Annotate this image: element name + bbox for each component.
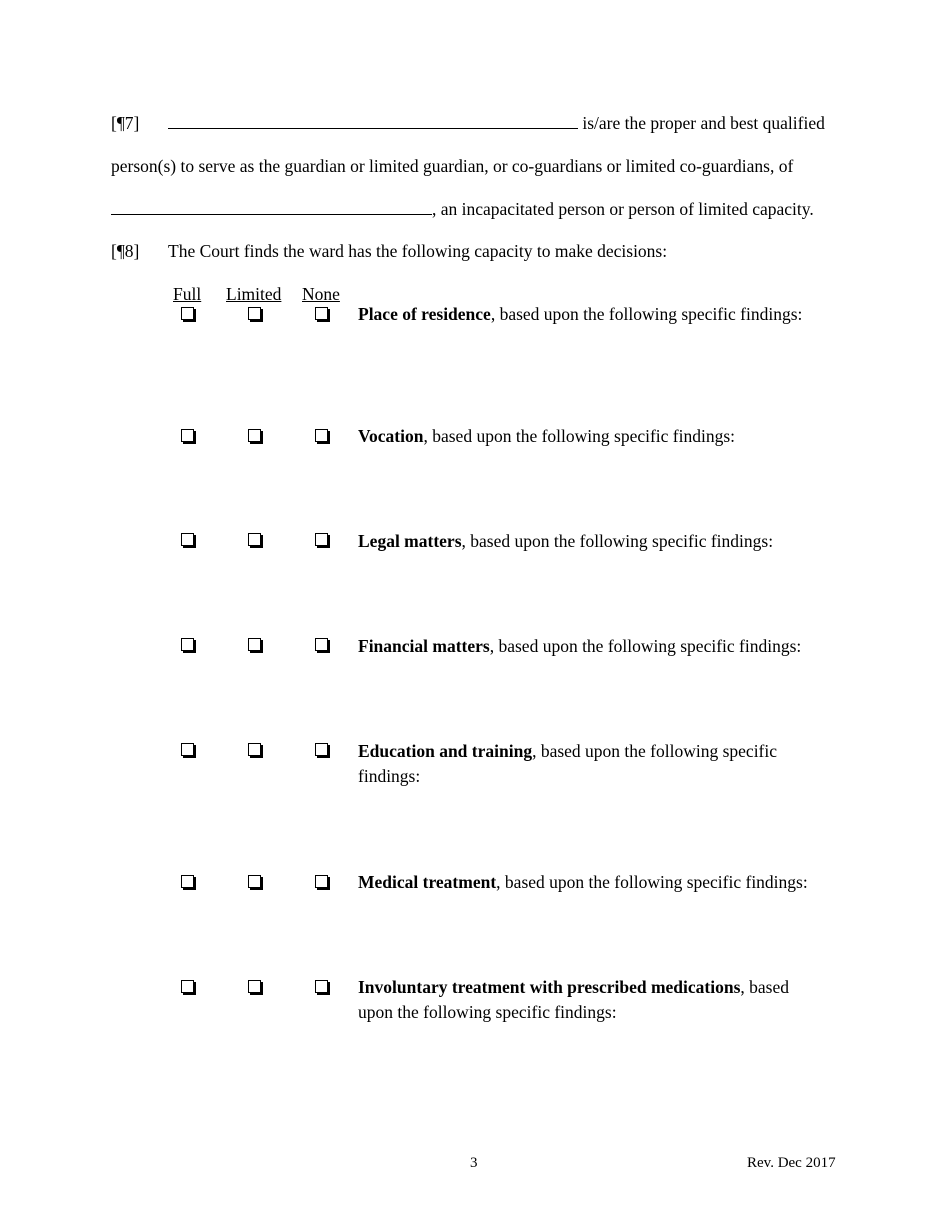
checkbox-none-vocation[interactable] (315, 429, 328, 442)
finding-medical (358, 870, 838, 895)
finding-legal (358, 529, 838, 554)
checkbox-limited-financial[interactable] (248, 638, 261, 651)
finding-involuntary (358, 975, 828, 1025)
column-header-full: Full (173, 284, 202, 304)
finding-residence-suffix: , based upon the following specific findings: (490, 304, 803, 324)
finding-involuntary-suffix: , based upon the following specific findings: (358, 977, 789, 1022)
finding-vocation-title: Vocation (358, 426, 424, 446)
checkbox-limited-residence[interactable] (248, 307, 261, 320)
finding-education (358, 739, 808, 789)
para8-marker: [¶8] (111, 241, 140, 261)
ward-name-blank[interactable] (111, 200, 432, 215)
finding-residence-title: Place of residence (358, 304, 491, 324)
finding-medical-suffix: , based upon the following specific findings: (496, 872, 808, 892)
finding-education-title: Education and training (358, 741, 533, 761)
finding-medical-title: Medical treatment (358, 872, 497, 892)
checkbox-none-financial[interactable] (315, 638, 328, 651)
finding-financial (358, 634, 838, 659)
guardian-name-blank[interactable] (168, 114, 578, 129)
checkbox-none-residence[interactable] (315, 307, 328, 320)
para7-line2: person(s) to serve as the guardian or limited guardian, or co-guardians or limited co-guardians, of (111, 156, 794, 176)
para7-marker: [¶7] (111, 113, 140, 133)
checkbox-full-involuntary[interactable] (181, 980, 194, 993)
checkbox-full-education[interactable] (181, 743, 194, 756)
checkbox-full-legal[interactable] (181, 533, 194, 546)
checkbox-none-medical[interactable] (315, 875, 328, 888)
para7-line3-text: , an incapacitated person or person of limited capacity. (432, 199, 814, 219)
page-number: 3 (470, 1155, 478, 1171)
checkbox-none-involuntary[interactable] (315, 980, 328, 993)
revision-date: Rev. Dec 2017 (747, 1155, 836, 1171)
column-header-none: None (302, 284, 340, 304)
para7-line1 (168, 113, 825, 134)
para7-line1-text: is/are the proper and best qualified (578, 113, 825, 133)
checkbox-limited-education[interactable] (248, 743, 261, 756)
finding-involuntary-title: Involuntary treatment with prescribed medications (358, 977, 741, 997)
column-header-limited: Limited (226, 284, 282, 304)
para8-text: The Court finds the ward has the following capacity to make decisions: (168, 241, 668, 261)
finding-vocation (358, 424, 838, 449)
checkbox-limited-medical[interactable] (248, 875, 261, 888)
finding-residence (358, 302, 838, 327)
finding-financial-suffix: , based upon the following specific findings: (489, 636, 802, 656)
checkbox-full-vocation[interactable] (181, 429, 194, 442)
checkbox-full-medical[interactable] (181, 875, 194, 888)
checkbox-full-residence[interactable] (181, 307, 194, 320)
checkbox-limited-legal[interactable] (248, 533, 261, 546)
checkbox-none-legal[interactable] (315, 533, 328, 546)
finding-vocation-suffix: , based upon the following specific findings: (423, 426, 736, 446)
finding-financial-title: Financial matters (358, 636, 490, 656)
finding-legal-title: Legal matters (358, 531, 462, 551)
finding-education-suffix: , based upon the following specific findings: (358, 741, 778, 786)
para7-line3 (111, 199, 814, 220)
finding-legal-suffix: , based upon the following specific findings: (461, 531, 774, 551)
checkbox-limited-involuntary[interactable] (248, 980, 261, 993)
checkbox-limited-vocation[interactable] (248, 429, 261, 442)
checkbox-full-financial[interactable] (181, 638, 194, 651)
checkbox-none-education[interactable] (315, 743, 328, 756)
